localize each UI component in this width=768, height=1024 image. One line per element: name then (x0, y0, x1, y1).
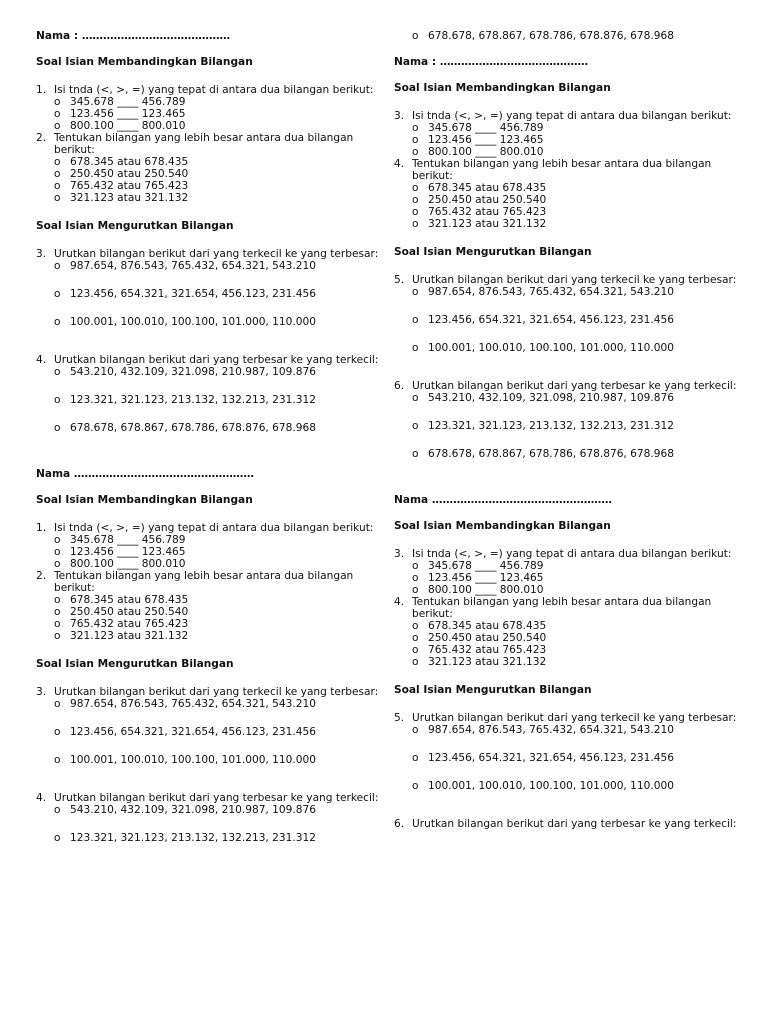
list-item (412, 206, 744, 218)
bullet-circle-icon: o (54, 698, 61, 710)
question-number: 5. (394, 712, 405, 724)
question (394, 380, 744, 392)
spacer (394, 792, 744, 818)
option-text: 765.432 atau 765.423 (70, 618, 189, 630)
bullet-circle-icon: o (412, 122, 419, 134)
question-number: 4. (394, 158, 405, 170)
option-list (36, 804, 386, 844)
option-text: 100.001, 100.010, 100.100, 101.000, 110.000 (70, 754, 316, 766)
option-text: 678.345 atau 678.435 (428, 620, 547, 632)
bullet-circle-icon: o (54, 606, 61, 618)
spacer (36, 670, 386, 686)
compare-section-title: Soal Isian Membandingkan Bilangan (394, 82, 611, 94)
option-list (36, 698, 386, 766)
order-section-title: Soal Isian Mengurutkan Bilangan (394, 684, 592, 696)
bullet-circle-icon: o (412, 420, 419, 432)
option-text: 100.001, 100.010, 100.100, 101.000, 110.000 (70, 316, 316, 328)
option-text: 123.321, 321.123, 213.132, 132.213, 231.312 (70, 832, 316, 844)
bullet-circle-icon: o (412, 218, 419, 230)
option-text: 987.654, 876.543, 765.432, 654.321, 543.210 (70, 260, 316, 272)
question-number: 6. (394, 380, 405, 392)
bullet-circle-icon: o (412, 780, 419, 792)
question-larger-number (394, 596, 744, 668)
bullet-circle-icon: o (412, 584, 419, 596)
question-text: Tentukan bilangan yang lebih besar antara dua bilangan berikut: (54, 570, 354, 594)
question-order-descending (394, 818, 744, 830)
question-text: Urutkan bilangan berikut dari yang terkecil ke yang terbesar: (54, 686, 379, 698)
spacer (36, 42, 386, 56)
question (36, 570, 386, 594)
list-item (54, 96, 386, 108)
question-number: 6. (394, 818, 405, 830)
spacer (36, 480, 386, 494)
list-item (54, 394, 386, 406)
worksheet (36, 468, 386, 844)
compare-section-title: Soal Isian Membandingkan Bilangan (36, 56, 253, 68)
question (36, 522, 386, 534)
bullet-circle-icon: o (54, 168, 61, 180)
question-number: 2. (36, 132, 47, 144)
left-column (36, 30, 386, 844)
question-order-descending (394, 380, 744, 460)
list-item (54, 698, 386, 710)
question-order-ascending (36, 248, 386, 328)
option-text: 123.456, 654.321, 321.654, 456.123, 231.456 (428, 314, 674, 326)
option-list (394, 286, 744, 354)
list-item (412, 620, 744, 632)
option-text: 250.450 atau 250.540 (70, 606, 189, 618)
option-list (394, 724, 744, 792)
bullet-circle-icon: o (54, 804, 61, 816)
question-larger-number (36, 132, 386, 204)
option-text: 987.654, 876.543, 765.432, 654.321, 543.210 (428, 724, 674, 736)
option-list (394, 122, 744, 158)
question-text: Tentukan bilangan yang lebih besar antara dua bilangan berikut: (54, 132, 354, 156)
list-item (412, 448, 744, 460)
option-text: 543.210, 432.109, 321.098, 210.987, 109.876 (70, 804, 316, 816)
list-item (412, 286, 744, 298)
spacer (394, 696, 744, 712)
bullet-circle-icon: o (54, 618, 61, 630)
question (394, 158, 744, 182)
option-text: 321.123 atau 321.132 (428, 656, 547, 668)
list-item (54, 726, 386, 738)
list-item (54, 804, 386, 816)
bullet-circle-icon: o (54, 288, 61, 300)
option-text: 123.456, 654.321, 321.654, 456.123, 231.456 (70, 288, 316, 300)
spacer (394, 506, 744, 520)
option-text: 765.432 atau 765.423 (428, 644, 547, 656)
bullet-circle-icon: o (412, 314, 419, 326)
spacer (36, 506, 386, 522)
question-number: 5. (394, 274, 405, 286)
order-section-title: Soal Isian Mengurutkan Bilangan (36, 220, 234, 232)
option-text: 123.456 ____ 123.465 (70, 108, 186, 120)
bullet-circle-icon: o (54, 558, 61, 570)
option-text: 678.345 atau 678.435 (428, 182, 547, 194)
question (36, 248, 386, 260)
spacer (36, 204, 386, 220)
bullet-circle-icon: o (412, 448, 419, 460)
option-text: 100.001, 100.010, 100.100, 101.000, 110.000 (428, 342, 674, 354)
question (36, 354, 386, 366)
option-text: 345.678 ____ 456.789 (70, 96, 186, 108)
list-item (54, 546, 386, 558)
spacer (36, 328, 386, 354)
right-column (394, 30, 744, 830)
question-text: Urutkan bilangan berikut dari yang terbesar ke yang terkecil: (54, 792, 379, 804)
spacer (36, 68, 386, 84)
option-text: 345.678 ____ 456.789 (428, 560, 544, 572)
list-item (412, 584, 744, 596)
option-list (36, 366, 386, 434)
spacer (36, 642, 386, 658)
bullet-circle-icon: o (54, 546, 61, 558)
bullet-circle-icon: o (54, 394, 61, 406)
list-item (412, 632, 744, 644)
worksheet (394, 56, 744, 494)
question-text: Isi tnda (<, >, =) yang tepat di antara dua bilangan berikut: (54, 84, 374, 96)
list-item (54, 366, 386, 378)
worksheet (394, 494, 744, 830)
bullet-circle-icon: o (412, 146, 419, 158)
question (36, 792, 386, 804)
option-text: 800.100 ____ 800.010 (428, 146, 544, 158)
option-text: 123.456 ____ 123.465 (428, 134, 544, 146)
question-number: 1. (36, 84, 47, 96)
question-larger-number (36, 570, 386, 642)
option-list (36, 156, 386, 204)
question-text: Urutkan bilangan berikut dari yang terbesar ke yang terkecil: (412, 380, 737, 392)
bullet-circle-icon: o (412, 560, 419, 572)
option-text: 321.123 atau 321.132 (70, 192, 189, 204)
bullet-circle-icon: o (54, 108, 61, 120)
option-text: 123.456 ____ 123.465 (428, 572, 544, 584)
bullet-circle-icon: o (412, 134, 419, 146)
question-compare-signs (394, 110, 744, 158)
spacer (394, 230, 744, 246)
list-item (412, 342, 744, 354)
option-text: 123.456 ____ 123.465 (70, 546, 186, 558)
spacer (394, 668, 744, 684)
spacer (394, 258, 744, 274)
list-item (54, 422, 386, 434)
question-compare-signs (394, 548, 744, 596)
list-item (54, 288, 386, 300)
option-list (36, 534, 386, 570)
question (394, 274, 744, 286)
bullet-circle-icon: o (54, 630, 61, 642)
question-number: 3. (36, 686, 47, 698)
question (394, 818, 744, 830)
option-text: 100.001, 100.010, 100.100, 101.000, 110.000 (428, 780, 674, 792)
question-compare-signs (36, 84, 386, 132)
option-list (394, 620, 744, 668)
question-order-ascending (36, 686, 386, 766)
question-number: 3. (36, 248, 47, 260)
bullet-circle-icon: o (54, 156, 61, 168)
list-item (54, 192, 386, 204)
list-item (54, 594, 386, 606)
option-text: 123.456, 654.321, 321.654, 456.123, 231.456 (70, 726, 316, 738)
option-text: 678.678, 678.867, 678.786, 678.876, 678.968 (70, 422, 316, 434)
bullet-circle-icon: o (54, 120, 61, 132)
list-item (412, 656, 744, 668)
list-item (54, 534, 386, 546)
option-text: 987.654, 876.543, 765.432, 654.321, 543.210 (428, 286, 674, 298)
list-item (412, 392, 744, 404)
list-item (54, 618, 386, 630)
question-text: Isi tnda (<, >, =) yang tepat di antara dua bilangan berikut: (412, 548, 732, 560)
spacer (394, 354, 744, 380)
option-list (36, 96, 386, 132)
option-text: 800.100 ____ 800.010 (428, 584, 544, 596)
student-name-line: Nama …………………………………………… (394, 494, 612, 506)
list-item (412, 780, 744, 792)
list-item (412, 182, 744, 194)
question-text: Isi tnda (<, >, =) yang tepat di antara dua bilangan berikut: (54, 522, 374, 534)
list-item (54, 832, 386, 844)
bullet-circle-icon: o (412, 286, 419, 298)
bullet-circle-icon: o (412, 620, 419, 632)
question-number: 2. (36, 570, 47, 582)
option-text: 678.345 atau 678.435 (70, 594, 189, 606)
spacer (394, 532, 744, 548)
student-name-line: Nama …………………………………………… (36, 468, 254, 480)
question-text: Urutkan bilangan berikut dari yang terbesar ke yang terkecil: (412, 818, 737, 830)
question (36, 84, 386, 96)
option-text: 800.100 ____ 800.010 (70, 120, 186, 132)
spacer (394, 460, 744, 494)
question-larger-number (394, 158, 744, 230)
question-text: Tentukan bilangan yang lebih besar antara dua bilangan berikut: (412, 158, 712, 182)
option-text: 123.456, 654.321, 321.654, 456.123, 231.456 (428, 752, 674, 764)
option-text: 345.678 ____ 456.789 (428, 122, 544, 134)
list-item (412, 420, 744, 432)
list-item (412, 194, 744, 206)
spacer (36, 434, 386, 468)
question-number: 4. (36, 354, 47, 366)
list-item (54, 108, 386, 120)
list-item (54, 606, 386, 618)
list-item (54, 120, 386, 132)
option-text: 543.210, 432.109, 321.098, 210.987, 109.876 (428, 392, 674, 404)
question-text: Urutkan bilangan berikut dari yang terkecil ke yang terbesar: (54, 248, 379, 260)
bullet-circle-icon: o (412, 194, 419, 206)
compare-section-title: Soal Isian Membandingkan Bilangan (36, 494, 253, 506)
list-item (54, 630, 386, 642)
student-name-line: Nama : …………………………………… (394, 56, 589, 68)
question-order-ascending (394, 274, 744, 354)
spacer (394, 68, 744, 82)
option-text: 800.100 ____ 800.010 (70, 558, 186, 570)
option-text: 765.432 atau 765.423 (428, 206, 547, 218)
bullet-circle-icon: o (54, 260, 61, 272)
bullet-circle-icon: o (412, 644, 419, 656)
option-list (36, 594, 386, 642)
bullet-circle-icon: o (412, 752, 419, 764)
bullet-circle-icon: o (54, 316, 61, 328)
bullet-circle-icon: o (412, 182, 419, 194)
option-text: 250.450 atau 250.540 (428, 194, 547, 206)
bullet-circle-icon: o (412, 342, 419, 354)
bullet-circle-icon: o (412, 30, 419, 42)
list-item (412, 572, 744, 584)
option-text: 987.654, 876.543, 765.432, 654.321, 543.210 (70, 698, 316, 710)
question-text: Urutkan bilangan berikut dari yang terbesar ke yang terkecil: (54, 354, 379, 366)
question-text: Urutkan bilangan berikut dari yang terkecil ke yang terbesar: (412, 274, 737, 286)
question-number: 3. (394, 110, 405, 122)
list-item (54, 168, 386, 180)
option-text: 321.123 atau 321.132 (70, 630, 189, 642)
question-order-descending (36, 354, 386, 434)
question (36, 686, 386, 698)
spacer (36, 232, 386, 248)
list-item (412, 122, 744, 134)
bullet-circle-icon: o (54, 534, 61, 546)
bullet-circle-icon: o (54, 594, 61, 606)
spacer (36, 766, 386, 792)
bullet-circle-icon: o (54, 192, 61, 204)
bullet-circle-icon: o (54, 832, 61, 844)
question (394, 548, 744, 560)
question-number: 1. (36, 522, 47, 534)
option-text: 678.678, 678.867, 678.786, 678.876, 678.968 (428, 448, 674, 460)
option-text: 123.321, 321.123, 213.132, 132.213, 231.312 (70, 394, 316, 406)
list-item (412, 644, 744, 656)
list-item (412, 560, 744, 572)
worksheet (36, 30, 386, 468)
bullet-circle-icon: o (54, 96, 61, 108)
question (394, 596, 744, 620)
continued-item (394, 30, 744, 42)
question-text: Isi tnda (<, >, =) yang tepat di antara dua bilangan berikut: (412, 110, 732, 122)
option-text: 345.678 ____ 456.789 (70, 534, 186, 546)
question-number: 3. (394, 548, 405, 560)
order-section-title: Soal Isian Mengurutkan Bilangan (36, 658, 234, 670)
bullet-circle-icon: o (54, 422, 61, 434)
compare-section-title: Soal Isian Membandingkan Bilangan (394, 520, 611, 532)
list-item (54, 754, 386, 766)
list-item (412, 30, 744, 42)
question-order-ascending (394, 712, 744, 792)
list-item (54, 180, 386, 192)
student-name-line: Nama : …………………………………… (36, 30, 231, 42)
bullet-circle-icon: o (412, 632, 419, 644)
bullet-circle-icon: o (412, 724, 419, 736)
bullet-circle-icon: o (54, 754, 61, 766)
option-text: 678.678, 678.867, 678.786, 678.876, 678.968 (428, 30, 674, 42)
option-text: 765.432 atau 765.423 (70, 180, 189, 192)
spacer (394, 94, 744, 110)
option-text: 123.321, 321.123, 213.132, 132.213, 231.312 (428, 420, 674, 432)
bullet-circle-icon: o (412, 656, 419, 668)
question-order-descending (36, 792, 386, 844)
question-text: Urutkan bilangan berikut dari yang terkecil ke yang terbesar: (412, 712, 737, 724)
list-item (412, 314, 744, 326)
list-item (412, 134, 744, 146)
bullet-circle-icon: o (54, 726, 61, 738)
spacer (394, 42, 744, 56)
option-list (394, 30, 744, 42)
bullet-circle-icon: o (412, 392, 419, 404)
question-compare-signs (36, 522, 386, 570)
option-text: 250.450 atau 250.540 (428, 632, 547, 644)
list-item (412, 218, 744, 230)
question-number: 4. (394, 596, 405, 608)
option-list (36, 260, 386, 328)
question-text: Tentukan bilangan yang lebih besar antara dua bilangan berikut: (412, 596, 712, 620)
list-item (54, 316, 386, 328)
option-text: 321.123 atau 321.132 (428, 218, 547, 230)
question (394, 712, 744, 724)
question (36, 132, 386, 156)
option-text: 250.450 atau 250.540 (70, 168, 189, 180)
option-list (394, 560, 744, 596)
option-list (394, 392, 744, 460)
list-item (412, 146, 744, 158)
question-number: 4. (36, 792, 47, 804)
option-text: 678.345 atau 678.435 (70, 156, 189, 168)
option-list (394, 182, 744, 230)
list-item (412, 752, 744, 764)
list-item (412, 724, 744, 736)
bullet-circle-icon: o (54, 180, 61, 192)
bullet-circle-icon: o (412, 572, 419, 584)
bullet-circle-icon: o (54, 366, 61, 378)
list-item (54, 260, 386, 272)
list-item (54, 156, 386, 168)
order-section-title: Soal Isian Mengurutkan Bilangan (394, 246, 592, 258)
question (394, 110, 744, 122)
bullet-circle-icon: o (412, 206, 419, 218)
list-item (54, 558, 386, 570)
option-text: 543.210, 432.109, 321.098, 210.987, 109.876 (70, 366, 316, 378)
